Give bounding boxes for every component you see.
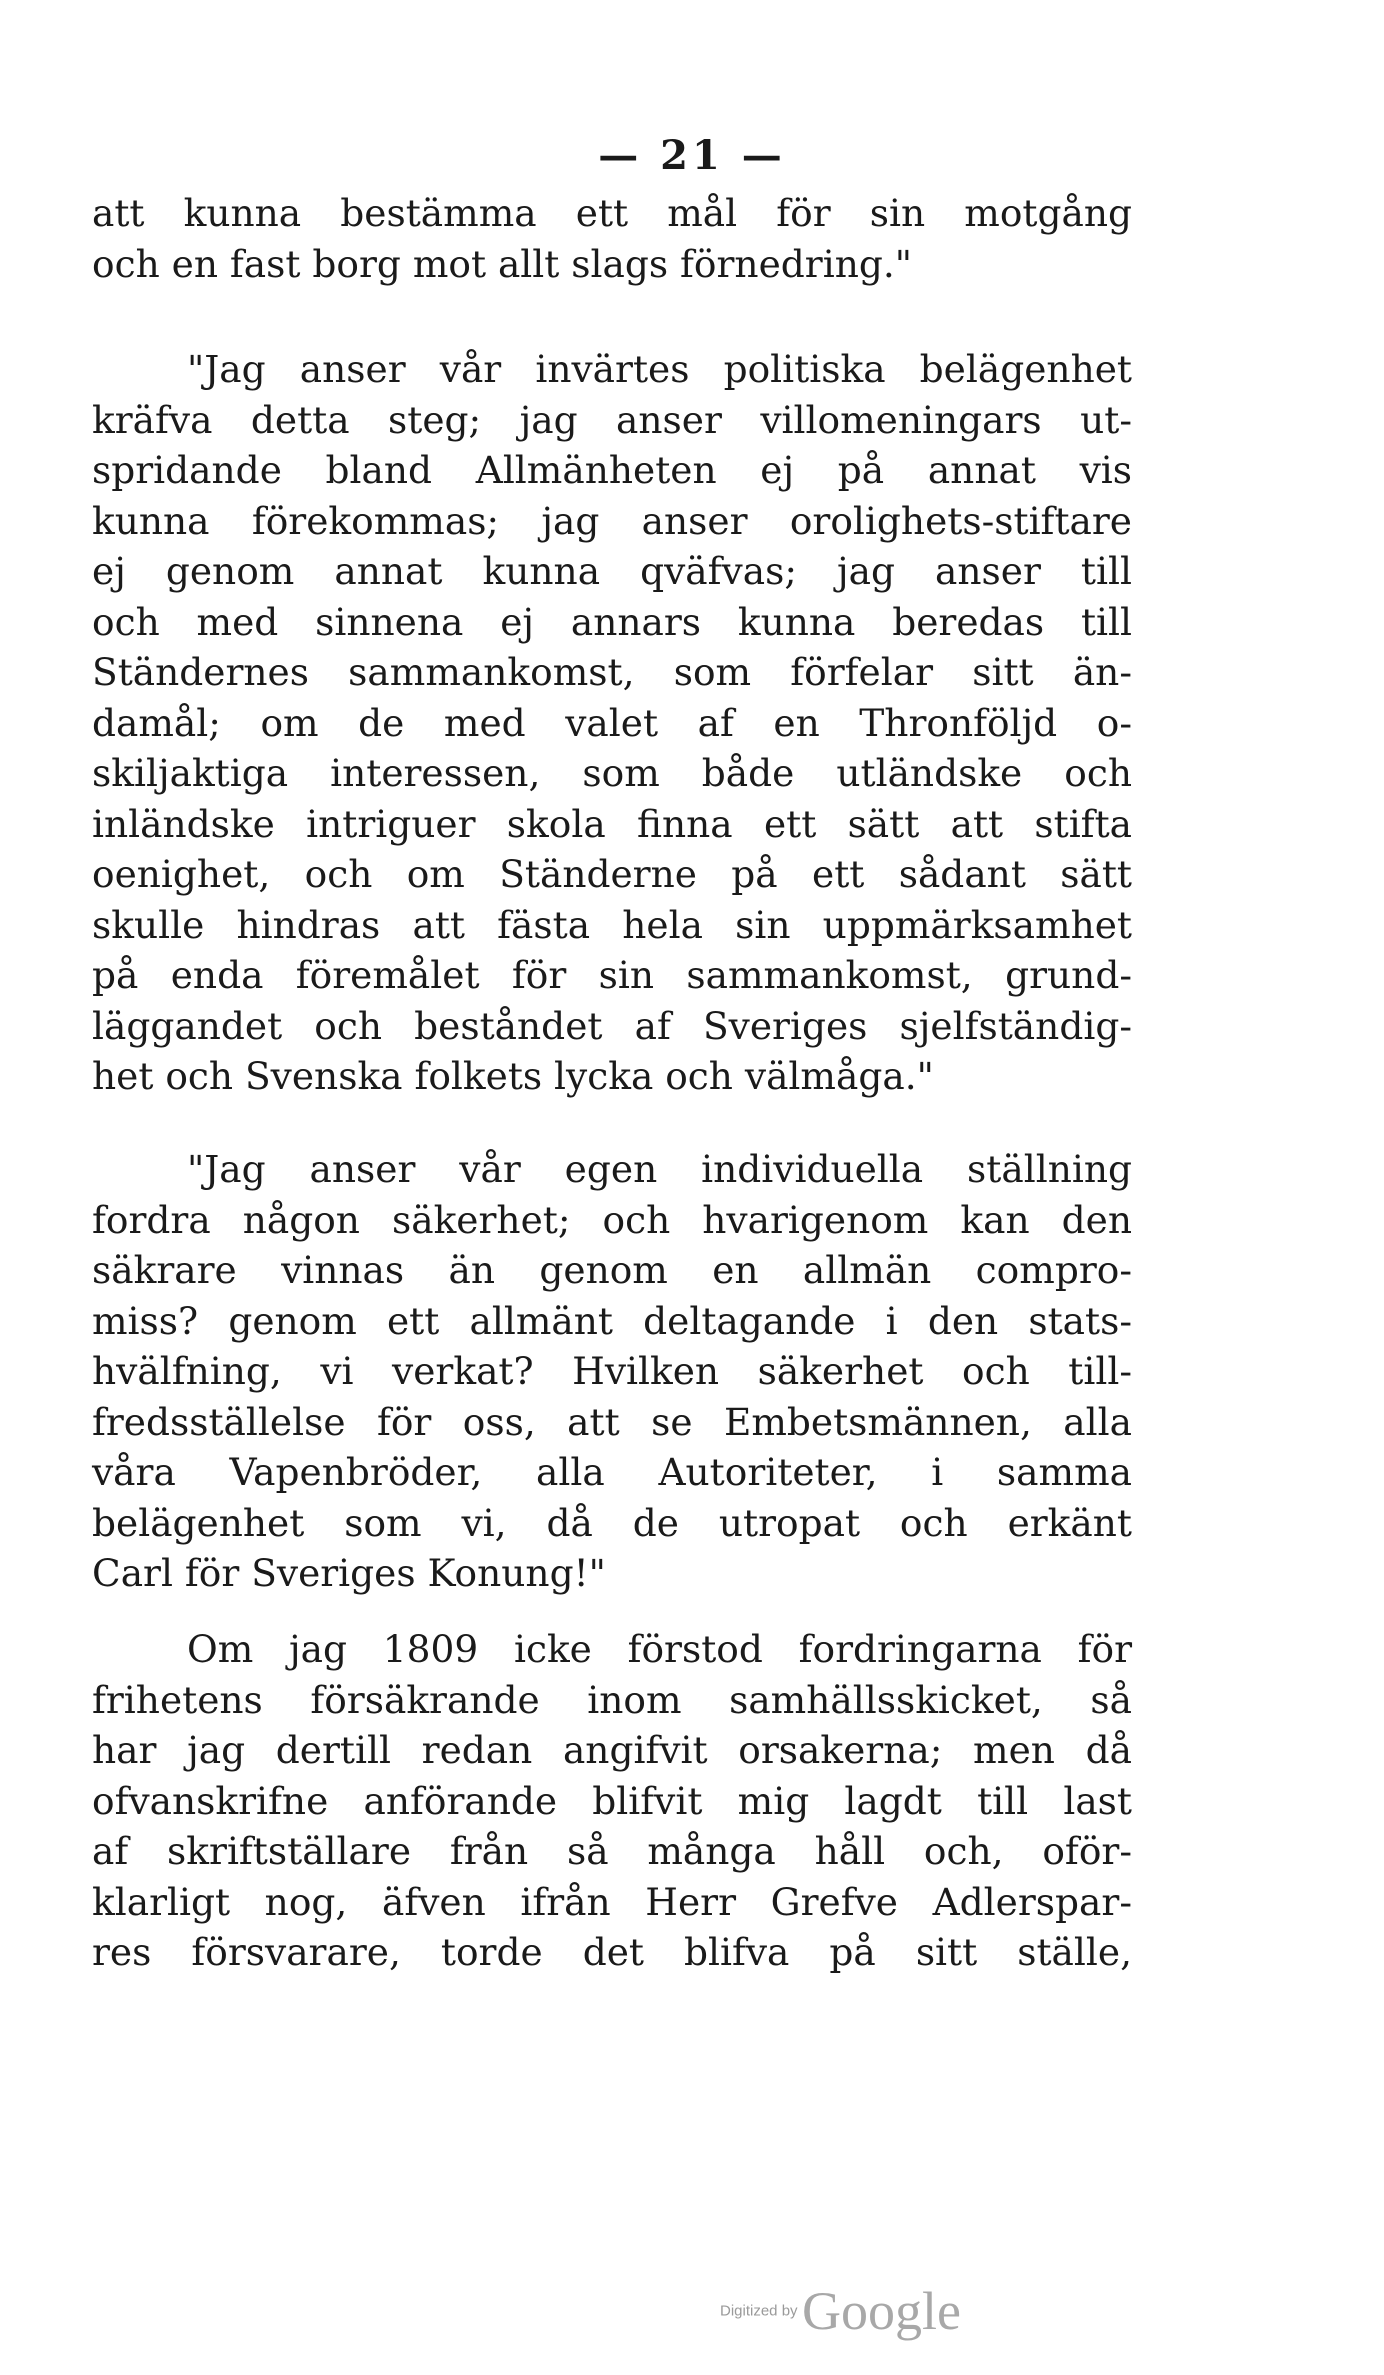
text-line: Carl för Sveriges Konung!" (92, 1551, 606, 1595)
text-line: fordra någon säkerhet; och hvarigenom kan den (92, 1197, 1132, 1242)
text-line: klarligt nog, äfven ifrån Herr Grefve Adlerspar- (92, 1879, 1132, 1924)
text-line: af skriftställare från så många håll och, oför- (92, 1829, 1132, 1873)
text-line: och med sinnena ej annars kunna beredas till (92, 599, 1132, 644)
text-line: att kunna bestämma ett mål för sin motgång (92, 191, 1132, 235)
text-line: fredsställelse för oss, att se Embetsmännen, alla (92, 1399, 1132, 1444)
text-line: kunna förekommas; jag anser orolighets-stiftare (92, 498, 1132, 543)
text-line: våra Vapenbröder, alla Autoriteter, i samma (92, 1450, 1132, 1494)
text-line: skiljaktiga interessen, som både utländske och (92, 751, 1132, 795)
text-line: och en fast borg mot allt slags förnedring." (92, 241, 913, 286)
text-line: inländske intriguer skola finna ett sätt att stifta (92, 801, 1132, 846)
text-line: res försvarare, torde det blifva på sitt ställe, (92, 1930, 1132, 1974)
text-line: "Jag anser vår egen individuella ställning (187, 1147, 1132, 1191)
google-logo: Google (802, 2281, 961, 2341)
text-line: Om jag 1809 icke förstod fordringarna för (187, 1627, 1132, 1671)
digitized-by-watermark (720, 2280, 961, 2342)
text-line: belägenhet som vi, då de utropat och erkänt (92, 1500, 1132, 1545)
text-line: hvälfning, vi verkat? Hvilken säkerhet och till- (92, 1349, 1132, 1393)
paragraph-3 (92, 1144, 1132, 1599)
text-line: damål; om de med valet af en Thronföljd o- (92, 700, 1132, 745)
text-line: säkrare vinnas än genom en allmän compro- (92, 1248, 1132, 1292)
page-number: — 21 — (598, 132, 786, 179)
text-line: miss? genom ett allmänt deltagande i den stats- (92, 1298, 1132, 1343)
text-line: på enda föremålet för sin sammankomst, grund- (92, 953, 1132, 997)
text-line: ej genom annat kunna qväfvas; jag anser till (92, 549, 1132, 593)
text-line: ofvanskrifne anförande blifvit mig lagdt till last (92, 1778, 1132, 1823)
text-line: kräfva detta steg; jag anser villomeningars ut- (92, 397, 1132, 442)
paragraph-2 (92, 344, 1132, 1102)
watermark-prefix: Digitized by (720, 2302, 798, 2320)
text-line: "Jag anser vår invärtes politiska belägenhet (187, 347, 1132, 391)
paragraph-4 (92, 1624, 1132, 1978)
text-line: spridande bland Allmänheten ej på annat vis (92, 448, 1132, 492)
text-line: Ständernes sammankomst, som förfelar sitt än- (92, 650, 1132, 694)
text-line: het och Svenska folkets lycka och välmåga." (92, 1054, 934, 1098)
text-line: oenighet, och om Ständerne på ett sådant sätt (92, 852, 1132, 896)
text-line: skulle hindras att fästa hela sin uppmärksamhet (92, 902, 1132, 947)
text-line: har jag dertill redan angifvit orsakerna; men då (92, 1728, 1132, 1772)
paragraph-1 (92, 188, 1132, 289)
text-line: läggandet och beståndet af Sveriges sjelfständig- (92, 1003, 1132, 1048)
text-line: frihetens försäkrande inom samhällsskicket, så (92, 1677, 1132, 1722)
